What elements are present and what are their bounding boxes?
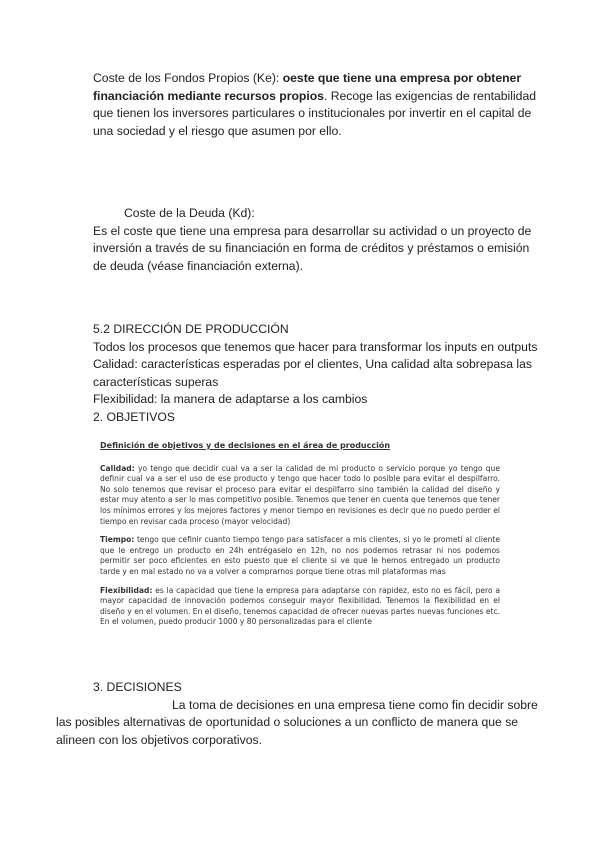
embedded-scan-image	[100, 441, 500, 636]
decisiones-heading: 3. DECISIONES	[93, 680, 182, 694]
ke-rest: . Recoge las exigencias de rentabilidad que tienen los inversores particulares o institucionales por invertir en el capital de una sociedad y el riesgo que asumen por ello.	[93, 88, 537, 138]
produccion-heading: 5.2 DIRECCIÓN DE PRODUCCIÓN	[93, 322, 289, 336]
kd-text: Es el coste que tiene una empresa para desarrollar su actividad o un proyecto de inversión a través de su financiación en forma de créditos y préstamos o emisión de deuda (véase financiación externa).	[93, 223, 532, 273]
scan-calidad-label: Calidad:	[100, 463, 135, 473]
decisiones-text: La toma de decisiones en una empresa tiene como fin decidir sobre las posibles alternativas de oportunidad o soluciones a un conflicto de manera que se alineen con los objetivos corporativos.	[56, 697, 538, 747]
produccion-line1: Todos los procesos que tenemos que hacer para transformar los inputs en outputs	[93, 339, 538, 354]
produccion-line2: Calidad: características esperadas por el clientes, Una calidad alta sobrepasa las características superas	[93, 357, 532, 389]
scan-flex-label: Flexibilidad:	[100, 585, 153, 595]
scan-calidad	[100, 464, 500, 528]
scan-flex-text: es la capacidad que tiene la empresa para adaptarse con rapidez, esto no es fácil, pero a mayor capacidad de innovación podemos conseguir mayor flexibilidad. Tenemos la flexibilidad en el diseño y en el volumen. En el diseño, tenemos capacidad de ofrecer nuevas partes nuevas funciones etc. En el volumen, puedo producir 1000 y 80 personalizadas para el cliente	[100, 585, 500, 627]
scan-tiempo	[100, 535, 500, 577]
objetivos-heading: 2. OBJETIVOS	[93, 409, 175, 424]
produccion-section	[56, 321, 546, 426]
scan-tiempo-label: Tiempo:	[100, 535, 135, 545]
ke-paragraph	[56, 70, 546, 140]
produccion-line3: Flexibilidad: la manera de adaptarse a los cambios	[93, 392, 368, 406]
kd-heading: Coste de la Deuda (Kd):	[124, 206, 255, 220]
scan-calidad-text: yo tengo que decidir cual va a ser la calidad de mi producto o servicio porque yo tengo que definir cual va a ser el uso de ese producto y tengo que hacer todo lo posible para evitar el despilfarro. No solo tenemos que revisar el proceso para evitar el despilfarro sino también la calidad del diseño y estar muy atento a ser lo mas competitivo posible. Tenemos que tener en cuenta que tenemos que tener los mínimos errores y los mejores factores y menor tiempo en revisiones es decir que no puedo perder el tiempo en revisar cada proceso (mayor velocidad)	[100, 463, 500, 526]
scan-tiempo-text: tengo que cefinir cuanto tiempo tengo para satisfacer a mis clientes, si yo le prometí al cliente que le entrego un producto en 24h entrégaselo en 12h, no nos podemos retrasar ni nos podemos permitir ser poco eficientes en esto puesto que el cliente si ve que le hemos entregado un producto tarde y en mal estado no va a volver a comprarnos porque tiene otras mil plataformas mas	[100, 535, 500, 576]
kd-section	[56, 205, 546, 275]
ke-text	[56, 70, 546, 140]
scan-flexibilidad	[100, 586, 500, 628]
scan-title: Definición de objetivos y de decisiones en el área de producción	[100, 441, 391, 450]
ke-label: Coste de los Fondos Propios (Ke):	[93, 71, 283, 85]
ke-bold: oeste que tiene una empresa por obtener financiación mediante recursos propios	[93, 71, 522, 103]
decisiones-section	[56, 679, 546, 749]
